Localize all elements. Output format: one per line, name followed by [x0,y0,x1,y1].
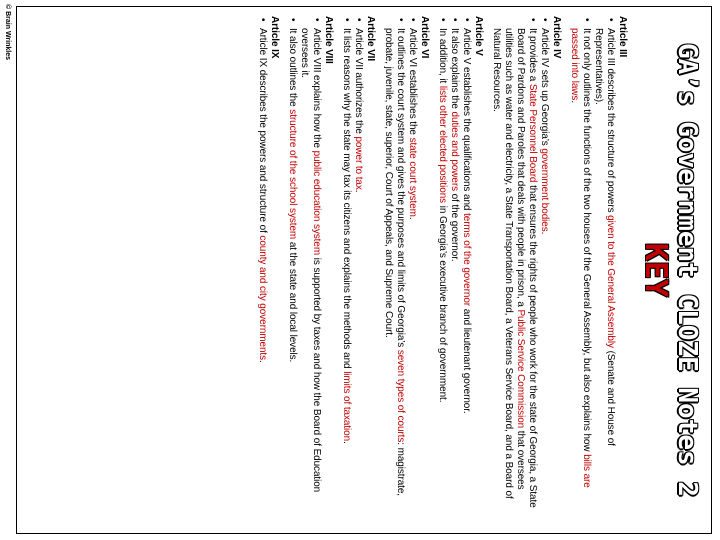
answer-text: power to tax [353,136,364,190]
note-text: It not only outlines the functions of the two houses of the General Assembly, but also explains how [581,28,592,455]
article-section [286,16,334,516]
bullet-item [448,28,460,516]
article-section [340,16,376,516]
note-text: Article V establishes the qualifications and [461,28,472,214]
bullet-list [436,16,472,516]
note-text: is supported by taxes and how the Board of Education oversees it. [299,28,322,493]
answer-text: seven types of courts [395,349,406,443]
article-section [568,16,628,516]
note-text: In addition, it [437,28,448,86]
article-title: Article V [473,16,484,56]
bullet-item [382,28,406,516]
note-text: . [407,216,418,220]
answer-text: structure of the school system [287,109,298,240]
note-text: It outlines the court system and gives the purposes and limits of Georgia’s [395,28,406,350]
bullet-item [460,28,472,516]
note-text: It lists reasons why the state may tax its citizens and explains the methods and [341,28,352,372]
note-text: Article VII authorizes the [353,28,364,137]
answer-text: bills are passed into laws [569,28,592,488]
answer-text: given to the General Assembly [605,215,616,348]
bullet-item [436,28,448,516]
bullet-item [352,28,364,516]
answer-text: state court system [407,137,418,217]
bullet-list [490,16,550,516]
bullet-item [340,28,352,516]
article-title: Article IX [269,16,280,59]
note-text: : magistrate, probate, juvenile, state, superior, Court of Appeals, and Supreme Court. [383,28,406,496]
answer-text: public education system [311,150,322,256]
bullet-item [298,28,322,516]
note-text: . [569,100,580,104]
note-text: Article IV sets up Georgia’s [539,28,550,149]
note-text: . [539,231,550,235]
article-title: Article VI [419,16,430,59]
bullet-item [490,28,538,516]
note-text: Article VI establishes the [407,28,418,138]
notes-content [250,16,628,516]
bullet-item [406,28,418,516]
note-text: It provides a [527,28,538,84]
note-text: that ensures the rights of people who work for the state of Georgia, a State Board of Pardons and Paroles that deals with people in prison, a [515,28,538,508]
bullet-item [538,28,550,516]
note-text: at the state and local levels. [287,239,298,363]
bullet-item [592,28,616,516]
note-text: Article VIII explains how the [311,28,322,151]
copyright-text: © Brain Wrinkles [4,4,11,60]
answer-text: duties and powers [449,111,460,191]
bullet-list [286,16,322,516]
bullet-list [382,16,418,516]
bullet-list [256,16,268,516]
article-title: Article IV [551,16,562,59]
key-label: KEY [638,242,673,298]
page-title: GA’s Government CLOZE Notes 2 [672,43,702,497]
bullet-item [256,28,268,516]
note-text: . [341,441,352,444]
note-text: . [353,189,364,193]
answer-text: government bodies [539,148,550,232]
bullet-item [568,28,592,516]
answer-text: State Personnel Board [527,83,538,183]
note-text: . [257,360,268,363]
bullet-item [286,28,298,516]
note-text: of the governor. [449,190,460,262]
answer-text: terms of the governor [461,213,472,307]
answer-text: lists other elected positions [437,85,448,204]
note-text: and lieutenant governor. [461,306,472,414]
article-section [490,16,562,516]
note-text: It also outlines the [287,28,298,110]
note-text: Article IX describes the powers and structure of [257,28,268,236]
note-text: in Georgia’s executive branch of government. [437,203,448,403]
answer-text: Public Service Commission [515,309,526,429]
article-title: Article III [617,16,628,58]
answer-text: county and city governments [257,235,268,361]
note-text: It also explains the [449,28,460,112]
article-section [382,16,430,516]
article-section [436,16,484,516]
bullet-list [340,16,364,516]
note-text: (Senate and House of Representatives). [593,28,616,446]
answer-text: limits of taxation [341,371,352,442]
bullet-list [568,16,616,516]
note-text: that oversees utilities such as water and electricity, a State Transportation Board, a Veterans Service Board, and a Board of Natural Resources. [491,28,526,499]
article-title: Article VII [365,16,376,62]
article-title: Article VIII [323,16,334,64]
article-section [256,16,280,516]
note-text: Article III describes the structure of powers [605,28,616,216]
